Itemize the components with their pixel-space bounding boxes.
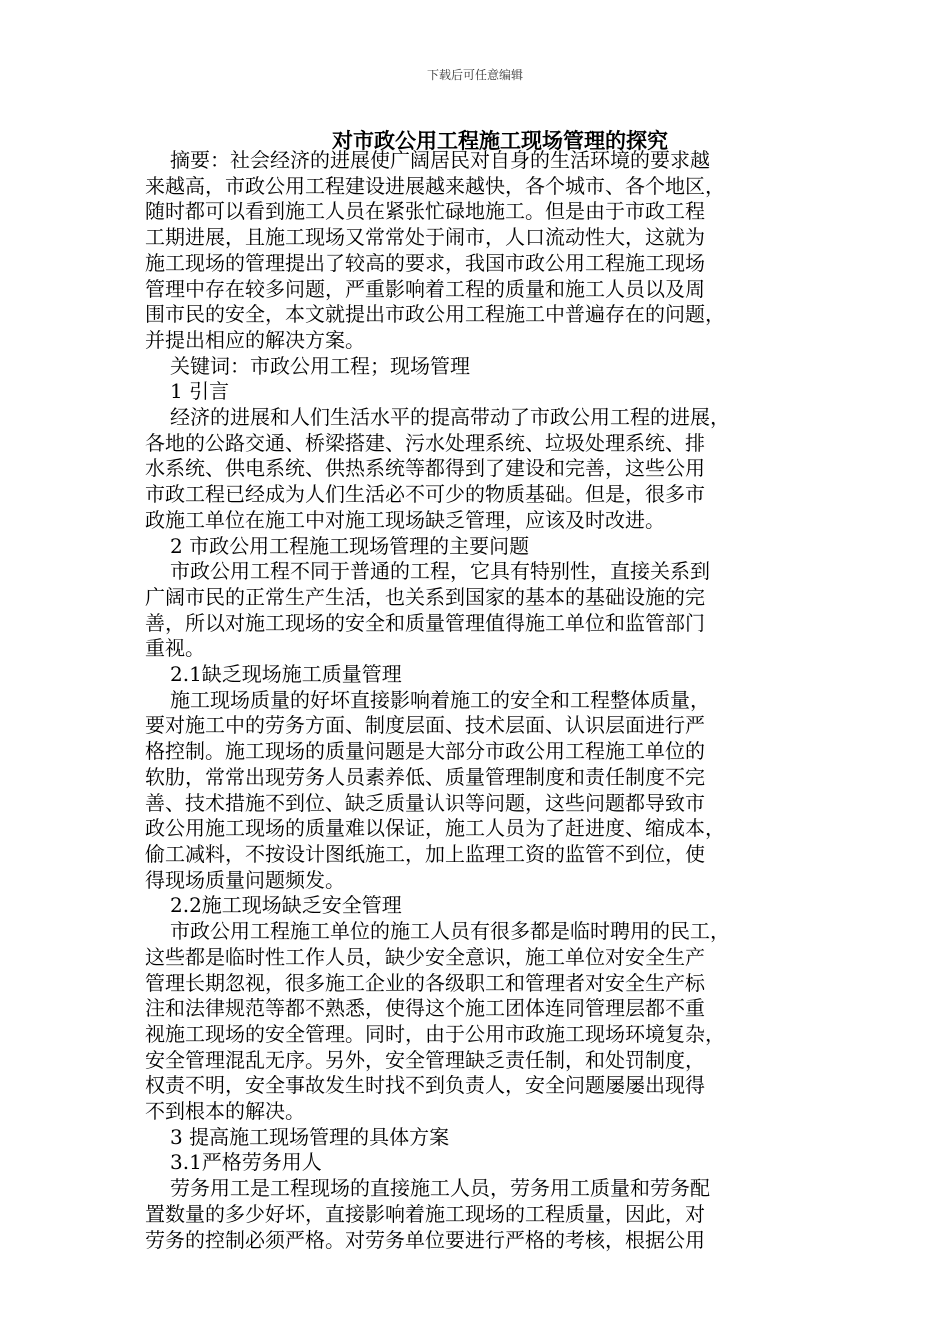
document-body (145, 148, 785, 1253)
abstract-line: 施工现场的管理提出了较高的要求，我国市政公用工程施工现场 (145, 250, 705, 275)
section-paragraph (145, 559, 785, 662)
paragraph-line: 经济的进展和人们生活水平的提高带动了市政公用工程的进展， (170, 405, 730, 430)
abstract-paragraph (145, 148, 785, 354)
paragraph-line: 市政工程已经成为人们生活必不可少的物质基础。但是，很多市 (145, 482, 705, 507)
paragraph-line: 管理长期忽视，很多施工企业的各级职工和管理者对安全生产标 (145, 970, 705, 995)
paragraph-line: 水系统、供电系统、供热系统等都得到了建设和完善，这些公用 (145, 456, 705, 481)
paragraph-line: 劳务用工是工程现场的直接施工人员，劳务用工质量和劳务配 (170, 1176, 710, 1201)
paragraph-line: 偷工减料，不按设计图纸施工，加上监理工资的监管不到位，使 (145, 841, 705, 866)
abstract-line: 工期进展，且施工现场又常常处于闹市，人口流动性大，这就为 (145, 225, 705, 250)
paragraph-line: 格控制。施工现场的质量问题是大部分市政公用工程施工单位的 (145, 739, 705, 764)
section-heading: 2 市政公用工程施工现场管理的主要问题 (170, 533, 530, 558)
section-heading: 2.1缺乏现场施工质量管理 (170, 662, 402, 687)
paragraph-line: 这些都是临时性工作人员，缺少安全意识，施工单位对安全生产 (145, 944, 705, 969)
abstract-line: 摘要：社会经济的进展使广阔居民对自身的生活环境的要求越 (170, 148, 710, 172)
abstract-line: 围市民的安全，本文就提出市政公用工程施工中普遍存在的问题， (145, 302, 725, 327)
abstract-line: 管理中存在较多问题，严重影响着工程的质量和施工人员以及周 (145, 276, 705, 301)
paragraph-line: 善、技术措施不到位、缺乏质量认识等问题，这些问题都导致市 (145, 790, 705, 815)
section-heading: 3 提高施工现场管理的具体方案 (170, 1124, 450, 1149)
paragraph-line: 市政公用工程不同于普通的工程，它具有特别性，直接关系到 (170, 559, 710, 584)
abstract-line: 并提出相应的解决方案。 (145, 327, 365, 352)
section-heading: 2.2施工现场缺乏安全管理 (170, 893, 402, 918)
paragraph-line: 广阔市民的正常生产生活，也关系到国家的基本的基础设施的完 (145, 584, 705, 609)
paragraph-line: 政公用施工现场的质量难以保证，施工人员为了赶进度、缩成本， (145, 816, 725, 841)
section-paragraph (145, 919, 785, 1125)
paragraph-line: 软肋，常常出现劳务人员素养低、质量管理制度和责任制度不完 (145, 764, 705, 789)
header-note: 下载后可任意编辑 (426, 68, 523, 82)
paragraph-line: 各地的公路交通、桥梁搭建、污水处理系统、垃圾处理系统、排 (145, 430, 705, 455)
section-paragraph (145, 1176, 785, 1253)
paragraph-line: 置数量的多少好坏，直接影响着施工现场的工程质量，因此，对 (145, 1201, 705, 1226)
paragraph-line: 劳务的控制必须严格。对劳务单位要进行严格的考核，根据公用 (145, 1227, 705, 1252)
paragraph-line: 市政公用工程施工单位的施工人员有很多都是临时聘用的民工， (170, 919, 730, 944)
paragraph-line: 视施工现场的安全管理。同时，由于公用市政施工现场环境复杂， (145, 1021, 725, 1046)
paragraph-line: 施工现场质量的好坏直接影响着施工的安全和工程整体质量， (170, 687, 710, 712)
paragraph-line: 要对施工中的劳务方面、制度层面、技术层面、认识层面进行严 (145, 713, 705, 738)
section-paragraph (145, 405, 785, 534)
abstract-line: 随时都可以看到施工人员在紧张忙碌地施工。但是由于市政工程 (145, 199, 705, 224)
document-title: 对市政公用工程施工现场管理的探究 (332, 128, 668, 153)
paragraph-line: 重视。 (145, 636, 205, 661)
paragraph-line: 注和法律规范等都不熟悉，使得这个施工团体连同管理层都不重 (145, 996, 705, 1021)
paragraph-line: 善，所以对施工现场的安全和质量管理值得施工单位和监管部门 (145, 610, 705, 635)
paragraph-line: 不到根本的解决。 (145, 1099, 305, 1124)
section-heading: 3.1严格劳务用人 (170, 1150, 322, 1175)
paragraph-line: 得现场质量问题频发。 (145, 867, 345, 892)
paragraph-line: 权责不明，安全事故发生时找不到负责人，安全问题屡屡出现得 (145, 1073, 705, 1098)
abstract-line: 来越高，市政公用工程建设进展越来越快，各个城市、各个地区， (145, 173, 725, 198)
paragraph-line: 政施工单位在施工中对施工现场缺乏管理，应该及时改进。 (145, 507, 665, 532)
section-paragraph (145, 688, 785, 894)
paragraph-line: 安全管理混乱无序。另外，安全管理缺乏责任制，和处罚制度， (145, 1047, 705, 1072)
section-heading: 1 引言 (170, 379, 230, 404)
keywords: 关键词：市政公用工程；现场管理 (170, 353, 470, 378)
